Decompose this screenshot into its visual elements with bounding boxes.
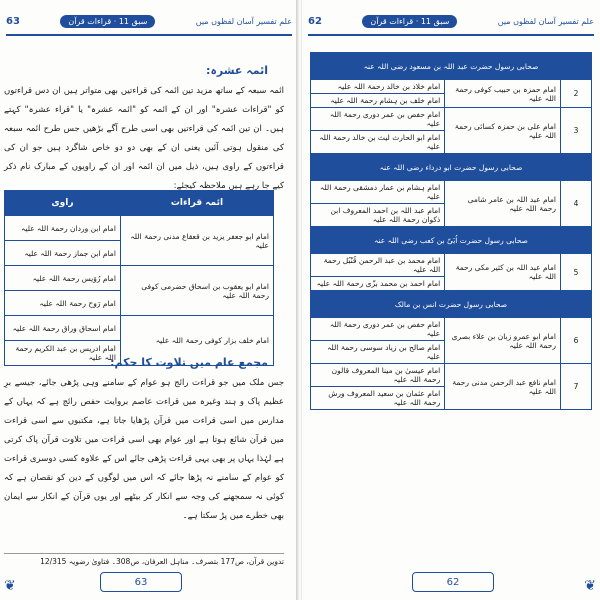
- imam-cell: امام حمزہ بن حبیب کوفی رحمۃ اللہ علیہ: [445, 80, 561, 108]
- table-row: [311, 318, 592, 341]
- table-row: [311, 80, 592, 94]
- narrator-cell: امام خلف بن ہشام رحمۃ اللہ علیہ: [311, 94, 445, 108]
- narrator-cell: امام محمد بن عبد الرحمن قُنْبُل رحمۃ اللہ علیہ: [311, 254, 445, 277]
- corner-ornament-icon: ❦: [584, 578, 596, 594]
- row-number: 7: [561, 364, 592, 410]
- companion-band: صحابی رسول حضرت انس بن مالک: [311, 291, 592, 318]
- paragraph-public-recitation: جس ملک میں جو قراءت رائج ہو عوام کے سامنے وہی پڑھی جائے، جیسے برِ عظیم پاک و ہند وغیرہ میں قراءت عاصم بروایت حفص رائج ہے کہ یہاں کے مدارس میں اسی قراءت میں قرآن پڑھایا جاتا ہے، مکتبوں سے اسی قراءت میں قرآن شائع ہوتا ہے اور عوام بھی اسی قراءت میں تلاوت قرآن پاک کرتی ہے لہٰذا یہاں پر بھی یہی قراءت پڑھی جائے اس کے علاوہ کسی دوسری قراءت کو عوام کے سامنے نہ پڑھا جائے کہ اس میں لوگوں کے دین کو نقصان ہے کہ کوئی نہ سمجھنے کی وجہ سے انکار کر بیٹھے اور یوں قرآن کے انکار سے ایمان بھی خطرے میں پڑ سکتا ہے۔: [4, 378, 284, 521]
- left-page-number: 63: [100, 572, 182, 592]
- right-header-page-number: 62: [308, 15, 322, 27]
- imams-narrators-table: [4, 190, 274, 366]
- column-header-imams: ائمہ قراءات: [120, 191, 273, 216]
- narrator-cell: امام رَوح رحمۃ اللہ علیہ: [5, 291, 121, 316]
- imam-cell: امام عبد اللہ بن کثیر مکی رحمۃ اللہ علیہ: [445, 254, 561, 291]
- imam-cell: امام ابو جعفر یزید بن قعقاع مدنی رحمۃ اللہ علیہ: [120, 216, 273, 266]
- right-page: [302, 0, 600, 600]
- imam-cell: امام نافع عبد الرحمن مدنی رحمۃ اللہ علیہ: [445, 364, 561, 410]
- left-header-title: علم تفسیر آسان لفظوں میں: [195, 16, 292, 26]
- imam-cell: امام ابو یعقوب بن اسحاق حضرمی کوفی رحمۃ اللہ علیہ: [120, 266, 273, 316]
- narrator-cell: امام احمد بن محمد بزّی رحمۃ اللہ علیہ: [311, 277, 445, 291]
- section-title-public-recitation: مجمع عام میں تلاوت کا حکم:: [110, 356, 268, 369]
- left-header-page-number: 63: [6, 15, 20, 27]
- imam-cell: امام علی بن حمزہ کسائی رحمۃ اللہ علیہ: [445, 108, 561, 154]
- narrator-cell: امام عیسیٰ بن مینا المعروف قالون رحمۃ اللہ علیہ: [311, 364, 445, 387]
- narrator-cell: امام ہشام بن عمار دمشقی رحمۃ اللہ علیہ: [311, 181, 445, 204]
- table-row: [311, 254, 592, 277]
- right-page-number: 62: [412, 572, 494, 592]
- table-row: [5, 316, 274, 341]
- row-number: 4: [561, 181, 592, 227]
- imam-cell: امام خلف بزار کوفی رحمۃ اللہ علیہ: [120, 316, 273, 366]
- right-header-lesson: سبق 11 · قراءات قرآن: [362, 15, 457, 28]
- narrator-cell: امام ابن وردان رحمۃ اللہ علیہ: [5, 216, 121, 241]
- column-header-narrators: راوی: [5, 191, 121, 216]
- seven-imams-table: [310, 52, 592, 410]
- table-row: [5, 266, 274, 291]
- table-row: [311, 181, 592, 204]
- right-header: [308, 8, 594, 36]
- narrator-cell: امام ابو الحارث لیث بن خالد رحمۃ اللہ علیہ: [311, 131, 445, 154]
- imam-cell: امام ابو عمرو زبان بن علاء بصری رحمۃ اللہ علیہ: [445, 318, 561, 364]
- left-page: [0, 0, 298, 600]
- narrator-cell: امام عبد اللہ بن احمد المعروف ابن ذکوان رحمۃ اللہ علیہ: [311, 204, 445, 227]
- row-number: 5: [561, 254, 592, 291]
- table-row: [311, 108, 592, 131]
- narrator-cell: امام ابن جماز رحمۃ اللہ علیہ: [5, 241, 121, 266]
- left-footnote: تدوین قرآن، ص177 بتصرف۔ مناہل العرفان، ص308۔ فتاویٰ رضویہ 12/315: [4, 553, 284, 566]
- narrator-cell: امام حفص بن عمر دوری رحمۃ اللہ علیہ: [311, 318, 445, 341]
- row-number: 3: [561, 108, 592, 154]
- row-number: 6: [561, 318, 592, 364]
- narrator-cell: امام اسحاق وراق رحمۃ اللہ علیہ: [5, 316, 121, 341]
- table-row: [311, 364, 592, 387]
- narrator-cell: امام حفص بن عمر دوری رحمۃ اللہ علیہ: [311, 108, 445, 131]
- narrator-cell: امام عثمان بن سعید المعروف ورش رحمۃ اللہ علیہ: [311, 387, 445, 410]
- table-row: [5, 216, 274, 241]
- companion-band: صحابی رسول حضرت ابو درداء رضی اللہ عنہ: [311, 154, 592, 181]
- corner-ornament-icon: ❦: [4, 578, 16, 594]
- narrator-cell: امام صالح بن زیاد سوسی رحمۃ اللہ علیہ: [311, 341, 445, 364]
- companion-band: صحابی رسول حضرت عبد اللہ بن مسعود رضی اللہ عنہ: [311, 53, 592, 80]
- narrator-cell: امام رُوَیس رحمۃ اللہ علیہ: [5, 266, 121, 291]
- narrator-cell: امام خلاد بن خالد رحمۃ اللہ علیہ: [311, 80, 445, 94]
- paragraph-ten-imams: ائمہ سبعہ کے ساتھ مزید تین ائمہ کی قراءتیں بھی متواتر ہیں ان دس قراءتوں کو "قراءات عشرہ" اور ان کے ائمہ کو "ائمہ عشرہ" یا "قراء عشرہ" کہتے ہیں۔ ان تین ائمہ کی قراءتیں بھی اسی طرح آگے بڑھیں جس طرح ائمہ سبعہ کی منقول ہوتی آئیں یعنی ان کے بھی دو دو خاص شاگرد ہیں جو ان کی قراءتوں کے راوی ہیں، ذیل میں ان ائمہ اور ان کے راویوں کے مبارک نام ذکر کیے جا رہے ہیں ملاحظہ کیجئے:: [4, 86, 284, 191]
- section-title-ten-imams: ائمہ عشرہ:: [206, 64, 268, 77]
- companion-band: صحابی رسول حضرت اُبَیّ بن کعب رضی اللہ عنہ: [311, 227, 592, 254]
- left-header-lesson: سبق 11 · قراءات قرآن: [60, 15, 155, 28]
- imam-cell: امام عبد اللہ بن عامر شامی رحمۃ اللہ علیہ: [445, 181, 561, 227]
- row-number: 2: [561, 80, 592, 108]
- left-header: [6, 8, 292, 36]
- right-header-title: علم تفسیر آسان لفظوں میں: [497, 16, 594, 26]
- narrator-cell: امام ادریس بن عبد الکریم رحمۃ اللہ علیہ: [5, 341, 121, 366]
